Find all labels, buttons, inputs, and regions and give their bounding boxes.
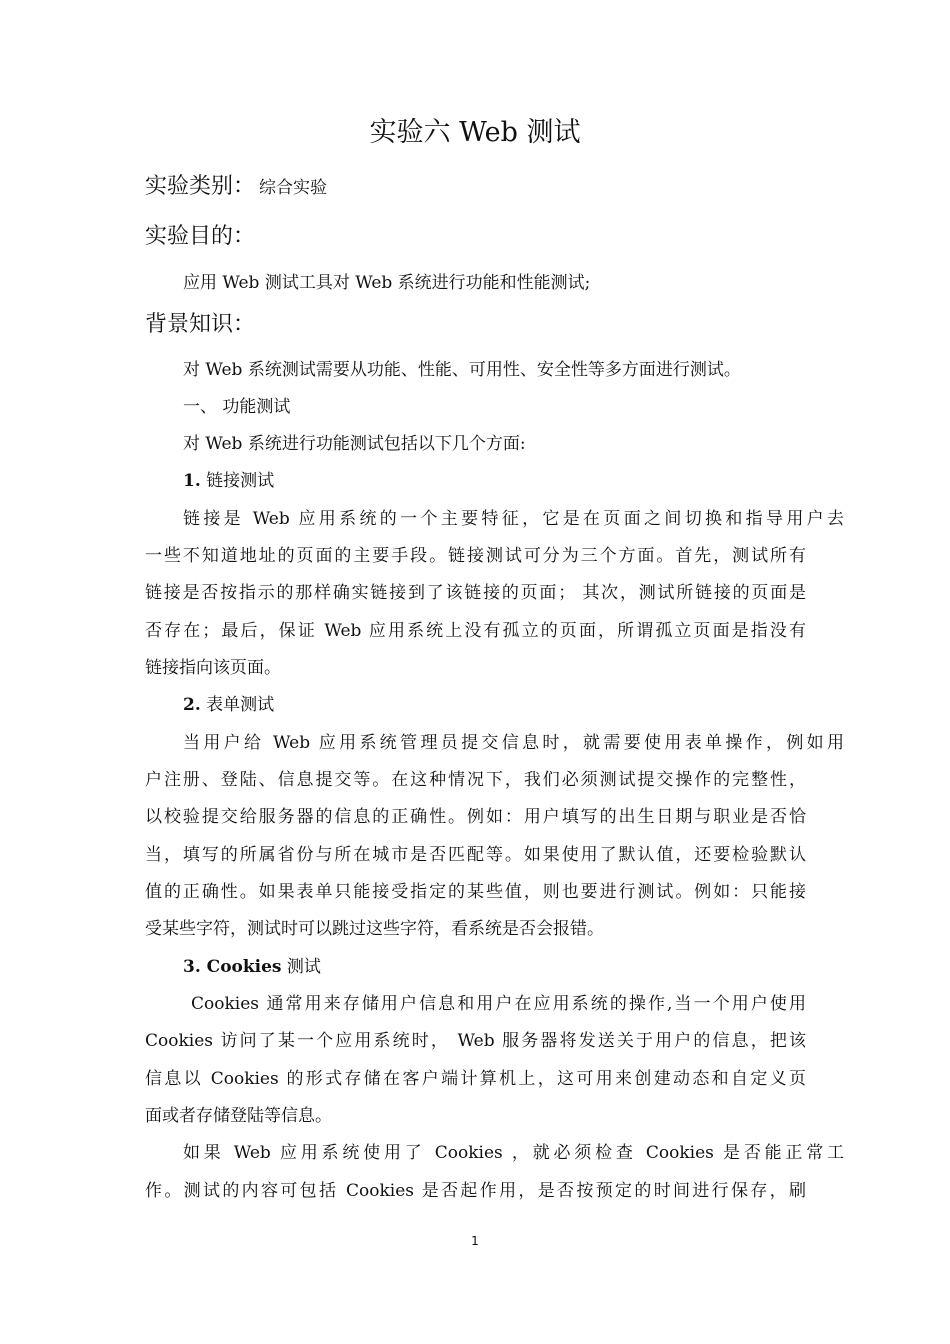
subheading-number: 1. [183, 471, 201, 491]
paragraph-line: 链接指向该页面。 [145, 658, 281, 678]
paragraph-line: 如果 Web 应用系统使用了 Cookies ，就必须检查 Cookies 是否能正常工 [183, 1143, 844, 1163]
paragraph-line: 一些不知道地址的页面的主要手段。链接测试可分为三个方面。首先，测试所有 [145, 546, 806, 566]
paragraph-line: 受某些字符，测试时可以跳过这些字符，看系统是否会报错。 [145, 919, 604, 939]
category-label: 实验类别： [145, 174, 256, 199]
subheading-text: 表单测试 [206, 695, 275, 715]
subheading-text: 链接测试 [206, 471, 275, 491]
paragraph-line: 信息以 Cookies 的形式存储在客户端计算机上，这可用来创建动态和自定义页 [145, 1069, 806, 1089]
paragraph-line: 链接是否按指示的那样确实链接到了该链接的页面； 其次，测试所链接的页面是 [145, 583, 806, 603]
subheading-cookies-test [145, 954, 844, 980]
category-value: 综合实验 [259, 178, 328, 198]
category-row [145, 172, 327, 203]
paragraph-line: 以校验提交给服务器的信息的正确性。例如：用户填写的出生日期与职业是否恰 [145, 807, 806, 827]
purpose-text: 应用 Web 测试工具对 Web 系统进行功能和性能测试; [183, 273, 591, 293]
subheading-link-test [145, 468, 844, 494]
subheading-text: 测试 [286, 957, 321, 977]
paragraph-line: 当，填写的所属省份与所在城市是否匹配等。如果使用了默认值，还要检验默认 [145, 845, 806, 865]
paragraph-line: 面或者存储登陆等信息。 [145, 1106, 332, 1126]
paragraph-line: 当用户给 Web 应用系统管理员提交信息时，就需要使用表单操作，例如用 [183, 733, 844, 753]
paragraph-line: 户注册、登陆、信息提交等。在这种情况下，我们必须测试提交操作的完整性， [145, 770, 806, 790]
document-title: 实验六 Web 测试 [369, 117, 581, 148]
background-intro: 对 Web 系统测试需要从功能、性能、可用性、安全性等多方面进行测试。 [183, 360, 741, 380]
paragraph-line: 值的正确性。如果表单只能接受指定的某些值，则也要进行测试。例如：只能接 [145, 882, 806, 902]
paragraph-line: 链接是 Web 应用系统的一个主要特征，它是在页面之间切换和指导用户去 [183, 509, 844, 529]
subheading-form-test [145, 692, 844, 718]
page-number: 1 [471, 1234, 479, 1248]
functional-intro: 对 Web 系统进行功能测试包括以下几个方面: [183, 434, 526, 454]
purpose-label: 实验目的： [145, 224, 256, 249]
paragraph-line: Cookies 访问了某一个应用系统时， Web 服务器将发送关于用户的信息，把该 [145, 1031, 806, 1051]
section-heading-functional: 一、 功能测试 [183, 397, 291, 417]
paragraph-line: Cookies 通常用来存储用户信息和用户在应用系统的操作,当一个用户使用 [191, 994, 806, 1014]
paragraph-line: 作。测试的内容可包括 Cookies 是否起作用，是否按预定的时间进行保存，刷 [145, 1181, 806, 1201]
subheading-number: 2. [183, 695, 201, 715]
paragraph-line: 否存在；最后，保证 Web 应用系统上没有孤立的页面，所谓孤立页面是指没有 [145, 621, 806, 641]
subheading-number: 3. Cookies [183, 957, 282, 977]
background-label: 背景知识： [145, 312, 256, 337]
